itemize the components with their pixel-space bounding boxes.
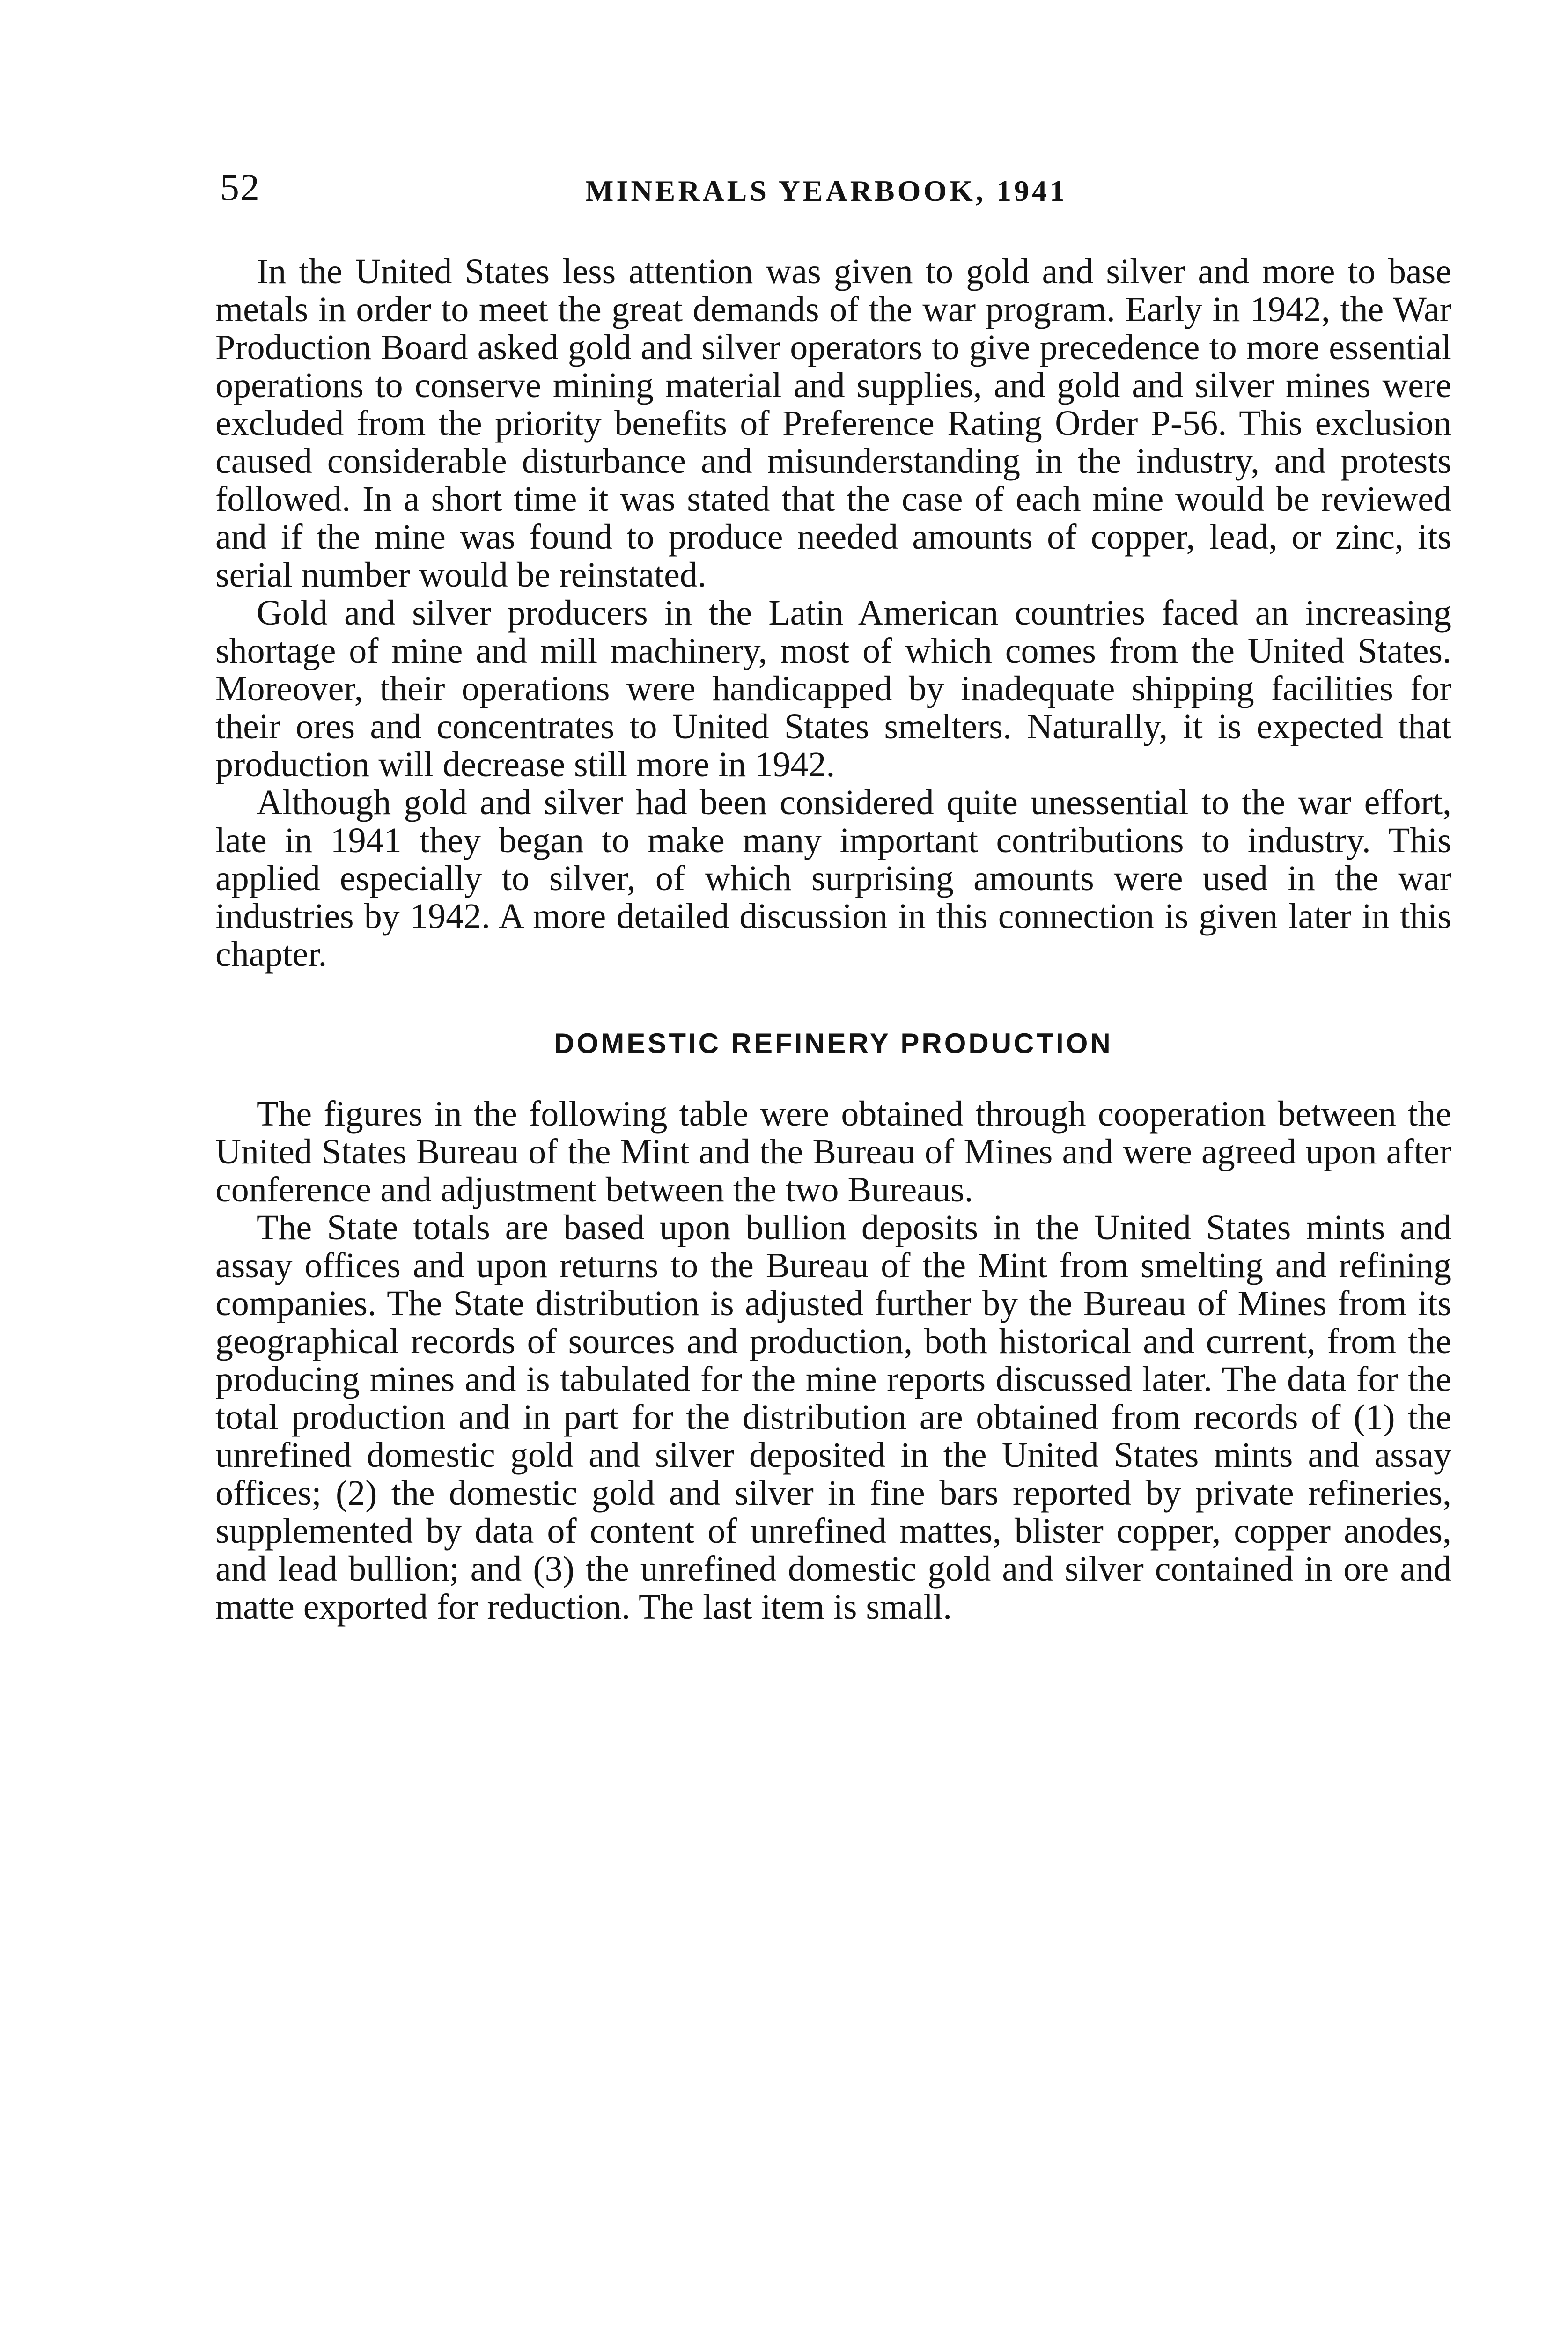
paragraph-cooperation: The figures in the following table were obtained through cooperation between the United States Bureau of the Mint and the Bureau of Mines and were agreed upon after conference and adjustment between the two Bureaus.	[215, 1094, 1451, 1209]
page-number: 52	[220, 166, 260, 208]
paragraph-latin-america: Gold and silver producers in the Latin American countries faced an increasing shortage of mine and mill machinery, most of which comes from the United States. Moreover, their operations were handicapped by inadequate shipping facilities for their ores and concentrates to United States smelters. Naturally, it is expected that production will decrease still more in 1942.	[215, 593, 1451, 784]
paragraph-war-program: In the United States less attention was given to gold and silver and more to base metals in order to meet the great demands of the war program. Early in 1942, the War Production Board asked gold and silver operators to give precedence to more essential operations to conserve mining material and supplies, and gold and silver mines were excluded from the priority benefits of Preference Rating Order P-56. This exclusion caused considerable disturbance and misunderstanding in the industry, and protests followed. In a short time it was stated that the case of each mine would be reviewed and if the mine was found to produce needed amounts of copper, lead, or zinc, its serial number would be reinstated.	[215, 252, 1451, 595]
paragraph-state-totals: The State totals are based upon bullion deposits in the United States mints and assay offices and upon returns to the Bureau of the Mint from smelting and refining companies. The State distribution is adjusted further by the Bureau of Mines from its geographical records of sources and production, both historical and current, from the producing mines and is tabulated for the mine reports discussed later. The data for the total production and in part for the distribution are obtained from records of (1) the unrefined domestic gold and silver deposited in the United States mints and assay offices; (2) the domestic gold and silver in fine bars reported by private refineries, supplemented by data of content of unrefined mattes, blister copper, copper anodes, and lead bullion; and (3) the unrefined domestic gold and silver contained in ore and matte exported for reduction. The last item is small.	[215, 1208, 1451, 1627]
page-header	[220, 164, 1456, 215]
body-text	[215, 253, 1451, 1626]
section-heading: DOMESTIC REFINERY PRODUCTION	[554, 1028, 1113, 1059]
running-title: MINERALS YEARBOOK, 1941	[585, 174, 1067, 207]
paragraph-war-contributions: Although gold and silver had been considered quite unessential to the war effort, late in 1941 they began to make many important contributions to industry. This applied especially to silver, of which surprising amounts were used in the war industries by 1942. A more detailed discussion in this connection is given later in this chapter.	[215, 783, 1451, 974]
